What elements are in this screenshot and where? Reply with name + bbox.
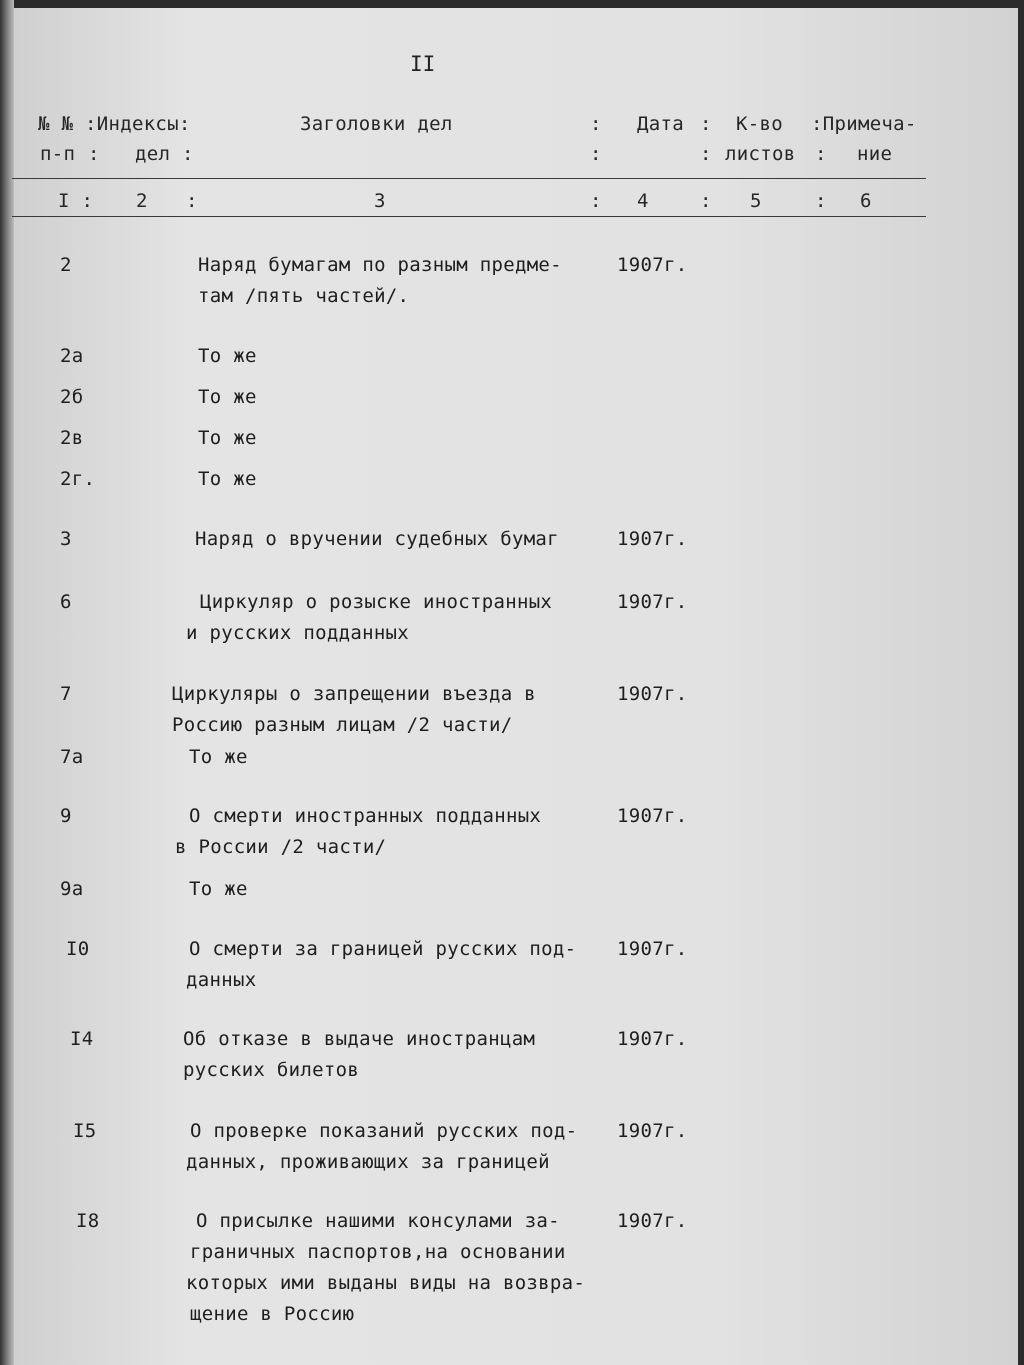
entry-date: 1907г.: [617, 805, 688, 827]
entry-title-line: То же: [189, 746, 248, 768]
header-sep: :: [700, 143, 712, 165]
header-sep: :: [88, 143, 100, 165]
entry-title-line: щение в Россию: [190, 1303, 355, 1325]
header-sep: :: [815, 143, 827, 165]
entry-number: 9: [60, 805, 72, 827]
entry-title-line: О смерти иностранных подданных: [189, 805, 542, 827]
header-sep: :: [700, 113, 712, 135]
colnum-sep: :: [590, 190, 602, 212]
entry-title-line: данных, проживающих за границей: [186, 1151, 550, 1173]
entry-number: 2г.: [60, 468, 96, 490]
colnum-sep: :: [186, 190, 198, 212]
entry-number: 2: [60, 254, 72, 276]
entry-number: 2в: [60, 427, 84, 449]
header-col6-line2: ние: [857, 143, 893, 165]
header-sep: :: [590, 113, 602, 135]
entry-date: 1907г.: [617, 254, 688, 276]
entry-title-line: Наряд о вручении судебных бумаг: [195, 528, 559, 550]
entry-date: 1907г.: [617, 1120, 688, 1142]
entry-title-line: Циркуляр о розыске иностранных: [200, 591, 553, 613]
header-col1-line1: № №: [38, 113, 74, 135]
entry-number: I4: [70, 1028, 94, 1050]
entry-title-line: Наряд бумагам по разным предме-: [198, 254, 562, 276]
entry-title-line: Россию разным лицам /2 части/: [172, 714, 513, 736]
header-col4-title: Дата: [637, 113, 684, 135]
entry-title-line: данных: [186, 969, 257, 991]
entry-number: 2б: [60, 386, 84, 408]
header-col5-line1: К-во: [736, 113, 783, 135]
colnum-3: 3: [374, 190, 386, 212]
entry-number: I0: [66, 938, 90, 960]
entry-number: 7: [60, 683, 72, 705]
colnum-2: 2: [136, 190, 148, 212]
entry-title-line: То же: [198, 345, 257, 367]
colnum-4: 4: [637, 190, 649, 212]
page-number: II: [410, 52, 436, 76]
entry-number: I5: [73, 1120, 97, 1142]
colnum-sep: :: [700, 190, 712, 212]
binding-edge: [0, 0, 14, 1365]
colnum-sep: :: [815, 190, 827, 212]
entry-number: 2а: [60, 345, 84, 367]
entry-title-line: То же: [198, 468, 257, 490]
entry-title-line: и русских подданных: [186, 622, 410, 644]
entry-date: 1907г.: [617, 591, 688, 613]
entry-title-line: там /пять частей/.: [198, 285, 410, 307]
entry-title-line: граничных паспортов,на основании: [190, 1241, 566, 1263]
header-col3-title: Заголовки дел: [300, 113, 453, 135]
entry-title-line: О проверке показаний русских под-: [190, 1120, 578, 1142]
colnum-1: I :: [58, 190, 94, 212]
entry-title-line: То же: [198, 427, 257, 449]
header-col2-line2: дел :: [135, 143, 194, 165]
header-col5-line2: листов: [725, 143, 796, 165]
entry-title-line: Об отказе в выдаче иностранцам: [183, 1028, 536, 1050]
entry-date: 1907г.: [617, 1028, 688, 1050]
entry-date: 1907г.: [617, 683, 688, 705]
entry-date: 1907г.: [617, 1210, 688, 1232]
entry-date: 1907г.: [617, 938, 688, 960]
entry-title-line: То же: [189, 878, 248, 900]
colnum-6: 6: [860, 190, 872, 212]
entry-number: 7а: [60, 746, 84, 768]
entry-number: 3: [60, 528, 72, 550]
entry-title-line: Циркуляры о запрещении въезда в: [172, 683, 536, 705]
header-sep: :: [590, 143, 602, 165]
entry-number: I8: [76, 1210, 100, 1232]
entry-date: 1907г.: [617, 528, 688, 550]
header-rule-bottom: [12, 216, 926, 217]
entry-number: 6: [60, 591, 72, 613]
entry-title-line: О смерти за границей русских под-: [189, 938, 577, 960]
entry-title-line: которых ими выданы виды на возвра-: [186, 1272, 586, 1294]
entry-title-line: русских билетов: [183, 1059, 360, 1081]
entry-title-line: О присылке нашими консулами за-: [196, 1210, 560, 1232]
entry-number: 9а: [60, 878, 84, 900]
header-col1-line2: п-п: [40, 143, 76, 165]
header-rule-top: [12, 178, 926, 179]
entry-title-line: То же: [198, 386, 257, 408]
colnum-5: 5: [750, 190, 762, 212]
entry-title-line: в России /2 части/: [175, 836, 387, 858]
header-col6-line1: :Примеча-: [811, 113, 917, 135]
header-col2-line1: :Индексы:: [85, 113, 191, 135]
